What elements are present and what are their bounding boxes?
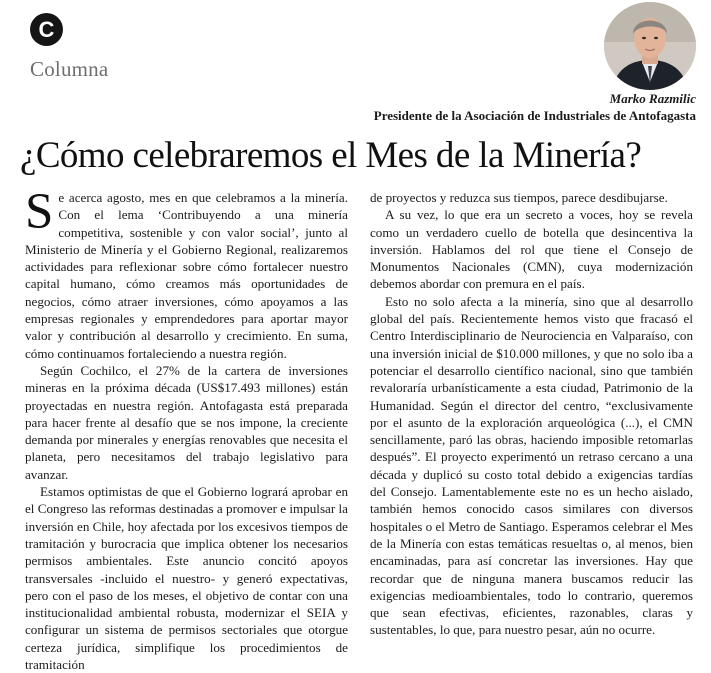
paragraph-text: e acerca agosto, mes en que celebramos a la minería. Con el lema ‘Contribuyendo a una minería competitiva, sostenible y con valor social’, junto al Ministerio de Minería y el Gobierno Regional, realizaremos actividades para reflexionar sobre cómo fortalecer nuestro capital humano, cómo creamos más oportunidades de negocios, cómo atraer inversiones, cómo apoyamos a las empresas regionales y emprendedores para aportar mayor valor y contribución al desarrollo y crecimiento. En suma, cómo continuamos fortaleciendo a nuestra región. bbox=[25, 190, 348, 361]
article-paragraph: Estamos optimistas de que el Gobierno logrará aprobar en el Congreso las reformas destinadas a promover e impulsar la inversión en Chile, hoy afectada por los excesivos tiempos de tramitación y burocracia que implica obtener los necesarios permisos ambientales. Este anuncio concitó apoyos transversales -incluido el nuestro- y generó expectativas, pero con el paso de los meses, el objetivo de contar con una institucionalidad ambiental robusta, modernizar el SEIA y configurar un sistema de permisos sectoriales que otorgue certeza jurídica, simplifique los procedimientos de tramitación bbox=[25, 484, 348, 673]
article-paragraph: de proyectos y reduzca sus tiempos, parece desdibujarse. bbox=[370, 190, 668, 205]
column-badge-icon: C bbox=[30, 13, 63, 46]
author-role: Presidente de la Asociación de Industriales de Antofagasta bbox=[373, 108, 696, 123]
article-column-left bbox=[25, 184, 348, 673]
author-portrait-icon bbox=[604, 2, 696, 90]
article-paragraph: Según Cochilco, el 27% de la cartera de inversiones mineras en la próxima década (US$17.493 millones) están proyectadas en nuestra región. Antofagasta está preparada para hacer frente al desafío que se nos impone, la creciente demanda por minerales y energías renovables que necesita el planeta, pero necesitamos del trabajo legislativo para avanzar. bbox=[25, 362, 348, 482]
section-label: Columna bbox=[30, 57, 109, 81]
drop-cap: S bbox=[25, 184, 54, 240]
author-name: Marko Razmilic bbox=[609, 91, 696, 106]
article-headline: ¿Cómo celebraremos el Mes de la Minería? bbox=[20, 135, 642, 176]
article-paragraph: A su vez, lo que era un secreto a voces, hoy se revela como un verdadero cuello de botella que desincentiva la inversión. Hablamos del rol que tiene el Consejo de Monumentos Nacionales (CMN), cuya modernización debemos abordar con premura en el país. bbox=[370, 207, 693, 292]
article-column-right bbox=[370, 189, 693, 639]
article-paragraph bbox=[25, 184, 348, 362]
article-paragraph: Esto no solo afecta a la minería, sino que al desarrollo global del país. Recientemente hemos visto que fracasó el Centro Interdisciplinario de Neurociencia en Valparaíso, con una inversión inicial de $10.000 millones, y que no solo iba a potenciar el desarrollo científico nacional, sino que también revaloraría urbanísticamente a esta ciudad, Patrimonio de la Humanidad. Según el director del centro, “exclusivamente por el asunto de la exploración arqueológica (...), el CMN sencillamente, paró las obras, haciendo imposible retomarlas después”. El proyecto experimentó un retraso cercano a una década y duplicó su costo total debido a exigencias tardías del Consejo. Lamentablemente este no es un hecho aislado, también hemos conocido casos similares con diversos hospitales o el Metro de Santiago. Esperamos celebrar el Mes de la Minería con estas temáticas resueltas o, al menos, bien encaminadas, para así concretar las inversiones. Hay que recordar que de ninguna manera buscamos reducir las exigencias medioambientales, todo lo contrario, queremos que sean efectivas, eficientes, razonables, claras y sustentables, lo que, para nuestro pesar, aún no ocurre. bbox=[370, 293, 693, 638]
author-photo bbox=[604, 2, 696, 90]
